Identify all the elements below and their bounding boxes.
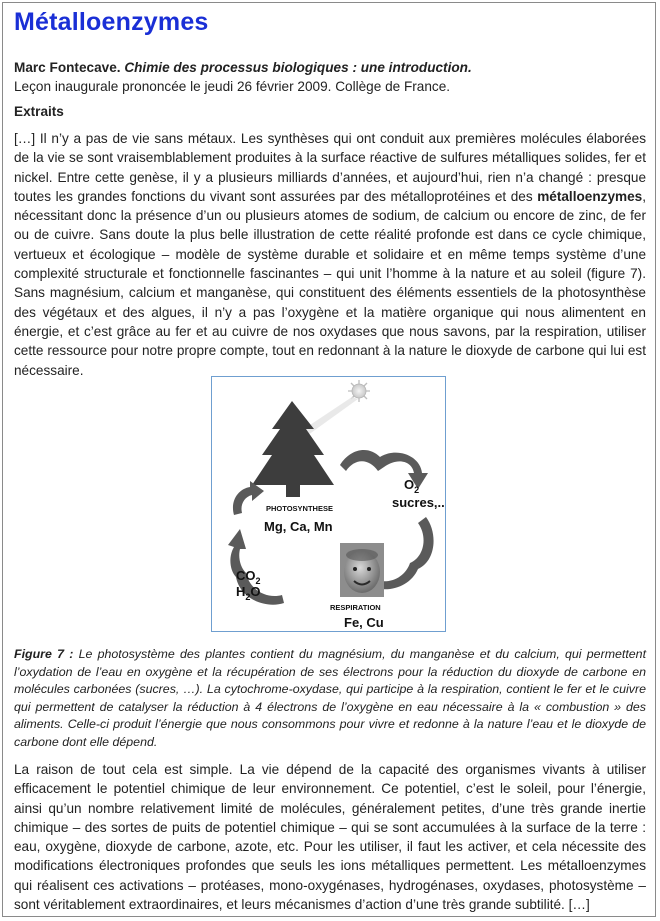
figure-caption [14, 646, 646, 751]
citation [14, 58, 644, 96]
photosynthesis-metals: Mg, Ca, Mn [264, 519, 333, 534]
co2-subscript: 2 [255, 576, 261, 586]
caption-label: Figure 7 : [14, 647, 74, 661]
tree-icon [252, 401, 334, 497]
o2-symbol: O [404, 477, 415, 492]
figure-7 [211, 376, 446, 632]
baby-photo [340, 543, 384, 597]
paragraph-1-start: […] Il n’y a pas de vie sans métaux. Les synthèses qui ont conduit aux premières molécules élaborées de la vie se sont vraisemblablement produites à la surface réactive de sulfures métalliques solides, fer et nickel. Entre cette genèse, il y a plusieurs milliards d’années, et aujourd’hui, rien n’a changé : presque toutes les grandes fonctions du vivant sont assurées par des métalloprotéines et des [14, 131, 646, 204]
citation-work: Chimie des processus biologiques : une introduction. [124, 60, 472, 75]
respiration-label: RESPIRATION [330, 603, 381, 612]
citation-author: Marc Fontecave. [14, 60, 121, 75]
co2-symbol: CO [236, 568, 256, 583]
paragraph-2: La raison de tout cela est simple. La vie dépend de la capacité des organismes vivants à utiliser efficacement le potentiel chimique de leur environnement. Ce potentiel, c’est le soleil, pour l’énergie, ainsi qu’un nombre relativement limité de molécules, généralement petites, d’une très grande inertie chimique – des sortes de puits de potentiel chimique – qui se sont accumulées à la surface de la terre : eau, oxygène, dioxyde de carbone, azote, etc. Pour les utiliser, il faut les activer, et cela nécessite des modifications électroniques profondes que seuls les ions métalliques permettent. Les métalloenzymes qui réalisent ces activations – protéases, mono-oxygénases, hydrogénases, oxydases, photosystème – sont véritablement extraordinaires, et leurs mécanismes d’action d’une très grande subtilité. […] [14, 762, 646, 913]
keyword-metalloenzymes: métalloenzymes [537, 188, 643, 204]
sucres-label: sucres,.. [392, 495, 445, 510]
cycle-diagram [212, 377, 445, 631]
caption-text: Le photosystème des plantes contient du magnésium, du manganèse et du calcium, qui permettent l’oxydation de l’eau en oxygène et la récupération de ses électrons pour la réduction du dioxyde de carbone en molécules carbonées (sucres, …). La cytochrome-oxydase, qui participe à la respiration, contient le fer et le cuivre qui permettent de catalyser la réduction à 4 électrons de l’oxygène en eau nécessaire à la « combustion » des aliments. Celle-ci produit l’énergie que nous consommons pour vivre et redonne à la nature l’eau et le dioxyde de carbone dont elle dépend. [14, 647, 647, 749]
page-title: Métalloenzymes [14, 8, 209, 36]
paragraph-1-end: , nécessitant donc la présence d’un ou plusieurs atomes de sodium, de calcium ou encore de zinc, de fer ou de cuivre. Sans doute la plus belle illustration de cette réalité profonde est dans ce cycle chimique, vertueux et écologique – modèle de système durable et solidaire et en même temps système d’une complexité structurale et fonctionnelle fascinantes – qui unit l’homme à la nature et au soleil (figure 7). Sans magnésium, calcium et manganèse, qui constituent des éléments essentiels de la photosynthèse des végétaux et des algues, il n’y a pas l’oxygène et la matière organique qui nous alimentent en énergie, et c’est grâce au fer et au cuivre de nos oxydases que nous savons, par la respiration, utiliser cette ressource pour notre propre compte, tout en redonnant à la nature le dioxyde de carbone qui lui est nécessaire. [14, 188, 646, 378]
h2o-o: O [250, 584, 261, 599]
paragraph-1 [14, 129, 646, 380]
section-label: Extraits [14, 104, 64, 119]
sun-icon [304, 380, 370, 435]
photosynthese-label: PHOTOSYNTHESE [266, 504, 333, 513]
o2-subscript: 2 [414, 485, 420, 495]
h2o-subscript: 2 [245, 592, 251, 602]
citation-details: Leçon inaugurale prononcée le jeudi 26 février 2009. Collège de France. [14, 79, 451, 94]
h2o-h: H [236, 584, 246, 599]
respiration-metals: Fe, Cu [344, 615, 384, 630]
